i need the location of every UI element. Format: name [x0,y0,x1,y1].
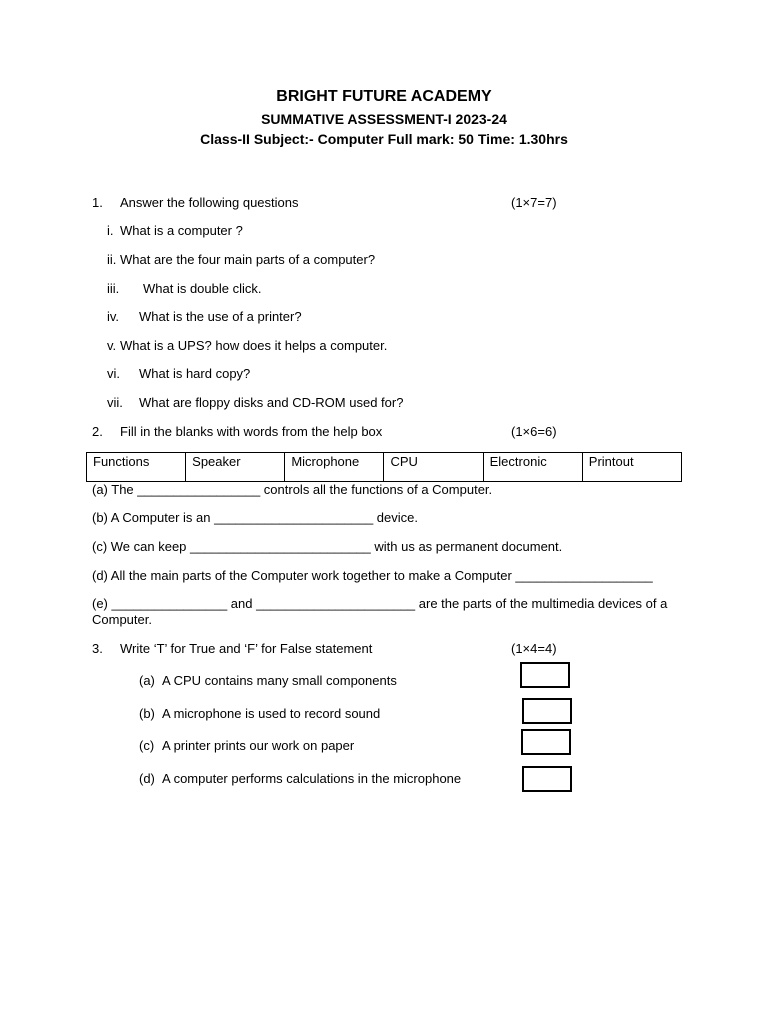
q1-item-text: What is hard copy? [139,366,251,381]
exam-details: Class-II Subject:- Computer Full mark: 50 Time: 1.30hrs [200,131,568,147]
q2-blank-a: (a) The _________________ controls all the functions of a Computer. [92,482,493,497]
q1-marks: (1×7=7) [511,195,557,210]
exam-title: SUMMATIVE ASSESSMENT-I 2023-24 [261,111,507,127]
q1-item-text: What are the four main parts of a computer? [120,252,376,267]
q3-item-text: A CPU contains many small components [162,673,397,688]
help-box [86,452,682,482]
q2-blank-d: (d) All the main parts of the Computer work together to make a Computer ___________________ [92,568,653,583]
q3-item-text: A computer performs calculations in the microphone [162,771,462,786]
q3-item-label: (c) [139,738,155,753]
q3-item-label: (a) [139,673,155,688]
q1-item-text: What is the use of a printer? [139,309,302,324]
q1-item-number: iv. [107,309,120,324]
help-word: Microphone [285,453,384,482]
q3-item-label: (b) [139,706,155,721]
help-word: Functions [87,453,186,482]
q1-number: 1. [92,195,103,210]
help-word: Electronic [483,453,582,482]
q3-number: 3. [92,641,103,656]
q1-item-text: What is double click. [143,281,262,296]
q2-blank-e-continued: Computer. [92,612,152,627]
q3-item-text: A printer prints our work on paper [162,738,355,753]
q1-item-number: ii. [107,252,117,267]
q3-item-label: (d) [139,771,155,786]
q1-item-number: v. [107,338,117,353]
q1-item-number: vi. [107,366,120,381]
q2-title: Fill in the blanks with words from the help box [120,424,383,439]
q3-title: Write ‘T’ for True and ‘F’ for False statement [120,641,373,656]
help-word: Printout [582,453,681,482]
q1-item-text: What is a computer ? [120,223,243,238]
answer-box[interactable] [522,698,572,724]
q1-item-number: iii. [107,281,120,296]
q2-number: 2. [92,424,103,439]
q1-item-number: i. [107,223,114,238]
q2-blank-e: (e) ________________ and ______________________ are the parts of the multimedia devices of a [92,596,668,611]
q1-item-text: What is a UPS? how does it helps a computer. [120,338,388,353]
help-word: Speaker [186,453,285,482]
answer-box[interactable] [522,766,572,792]
q1-item-text: What are floppy disks and CD-ROM used for? [139,395,404,410]
help-word: CPU [384,453,483,482]
answer-box[interactable] [521,729,571,755]
q1-item-number: vii. [107,395,123,410]
help-box-row [87,453,682,482]
answer-box[interactable] [520,662,570,688]
q3-marks: (1×4=4) [511,641,557,656]
q2-blank-c: (c) We can keep _________________________ with us as permanent document. [92,539,563,554]
q3-item-text: A microphone is used to record sound [162,706,381,721]
q2-marks: (1×6=6) [511,424,557,439]
q1-title: Answer the following questions [120,195,299,210]
school-name: BRIGHT FUTURE ACADEMY [276,88,492,105]
q2-blank-b: (b) A Computer is an ______________________ device. [92,510,418,525]
